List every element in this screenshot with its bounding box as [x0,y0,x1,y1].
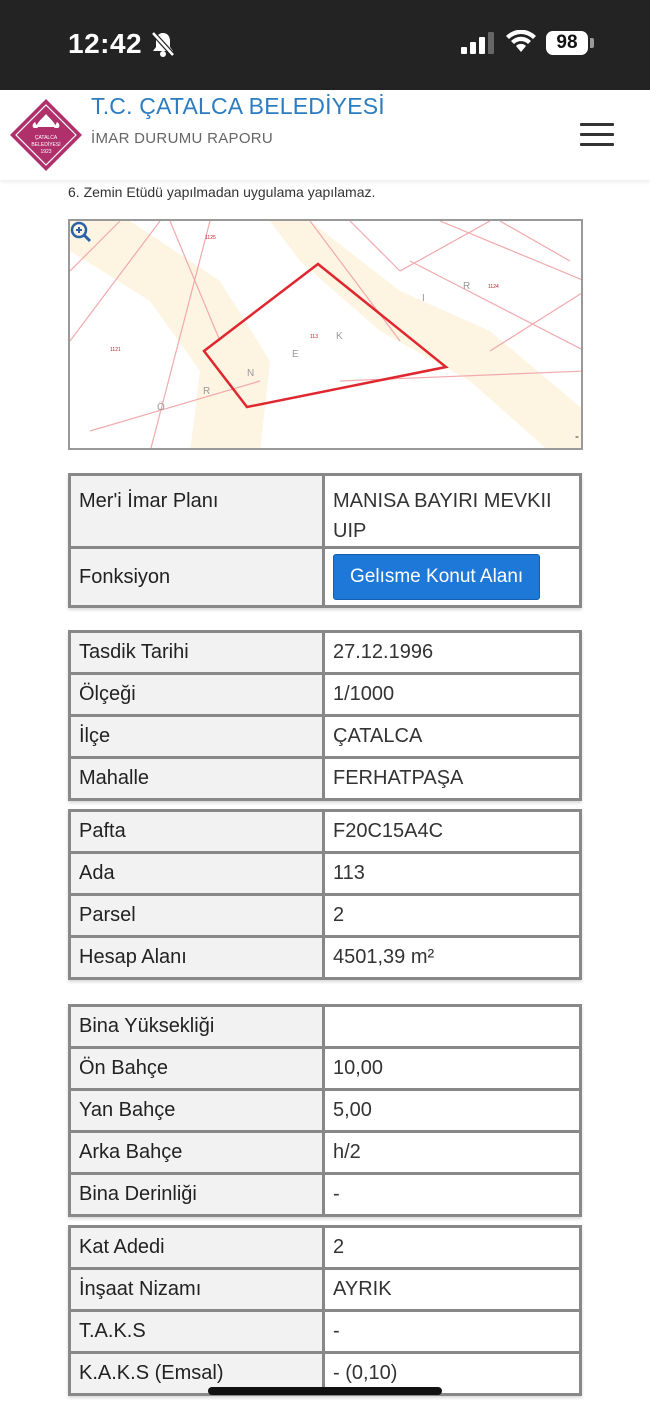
row-value: - [325,1175,579,1214]
row-value: 10,00 [325,1049,579,1088]
row-value: 27.12.1996 [325,633,579,672]
row-value [325,1007,579,1046]
row-label: Yan Bahçe [71,1091,322,1130]
row-label: T.A.K.S [71,1312,322,1351]
svg-text:E: E [292,349,299,360]
row-label: Hesap Alanı [71,938,322,977]
building-table [68,1004,582,1217]
svg-text:BELEDİYESİ: BELEDİYESİ [31,142,61,148]
map-drawing [70,221,583,450]
row-value: 113 [325,854,579,893]
row-label: Parsel [71,896,322,935]
table-row [71,759,579,798]
table-row [71,1007,579,1046]
note-text: 6. Zemin Etüdü yapılmadan uygulama yapılamaz. [68,184,376,200]
row-value: FERHATPAŞA [325,759,579,798]
approval-table [68,630,582,801]
table-row [71,812,579,851]
row-value: - (0,10) [325,1354,579,1393]
row-label: Arka Bahçe [71,1133,322,1172]
row-value: 4501,39 m² [325,938,579,977]
row-value: AYRIK [325,1270,579,1309]
function-button[interactable]: Gelısme Konut Alanı [333,554,540,600]
row-value: 2 [325,896,579,935]
row-label: Mer'i İmar Planı [71,476,322,546]
battery-icon: 98 [546,31,588,55]
table-row [71,938,579,977]
table-row [71,549,579,605]
row-value: h/2 [325,1133,579,1172]
table-row [71,717,579,756]
row-value [325,549,579,605]
status-bar [0,0,650,90]
table-row [71,675,579,714]
row-label: İnşaat Nizamı [71,1270,322,1309]
row-value: 2 [325,1228,579,1267]
row-label: Ölçeği [71,675,322,714]
table-row [71,896,579,935]
table-row [71,1133,579,1172]
header-title: T.C. ÇATALCA BELEDİYESİ [91,93,385,119]
status-time: 12:42 [68,28,143,59]
parcel-table [68,809,582,980]
row-label: Bina Yüksekliği [71,1007,322,1046]
home-indicator[interactable] [208,1387,442,1395]
svg-text:K: K [336,331,343,342]
row-value: MANISA BAYIRI MEVKII UIP [325,476,579,546]
table-row [71,1270,579,1309]
zoom-icon[interactable] [70,221,92,243]
table-row [71,854,579,893]
app-header [0,90,650,180]
svg-text:ÇATALCA: ÇATALCA [34,135,58,141]
row-value: 5,00 [325,1091,579,1130]
parcel-map[interactable] [68,219,583,450]
row-label: İlçe [71,717,322,756]
table-row [71,476,579,546]
plan-table [68,473,582,608]
svg-text:1124: 1124 [488,284,499,290]
svg-text:R: R [463,281,471,292]
row-value: 1/1000 [325,675,579,714]
row-label: Kat Adedi [71,1228,322,1267]
municipality-logo [8,97,84,173]
row-label: Pafta [71,812,322,851]
row-value: - [325,1312,579,1351]
bell-off-icon [150,30,176,58]
row-label: Ada [71,854,322,893]
row-label: Tasdik Tarihi [71,633,322,672]
row-label: Fonksiyon [71,549,322,605]
table-row [71,633,579,672]
menu-icon[interactable] [580,123,614,147]
svg-text:1121: 1121 [110,347,121,353]
table-row [71,1175,579,1214]
row-label: Ön Bahçe [71,1049,322,1088]
row-value: ÇATALCA [325,717,579,756]
svg-text:113: 113 [310,334,318,340]
construction-table [68,1225,582,1396]
row-label: K.A.K.S (Emsal) [71,1354,322,1393]
table-row [71,1228,579,1267]
svg-text:I: I [422,293,425,304]
svg-text:N: N [247,368,255,379]
signal-icon [461,32,495,54]
battery-tip [590,38,594,48]
wifi-icon [505,30,537,54]
table-row [71,1091,579,1130]
row-label: Bina Derinliği [71,1175,322,1214]
table-row [71,1049,579,1088]
header-subtitle: İMAR DURUMU RAPORU [91,130,274,147]
svg-text:Ö: Ö [157,402,165,413]
svg-text:1923: 1923 [40,149,52,155]
row-value: F20C15A4C [325,812,579,851]
table-row [71,1312,579,1351]
svg-text:1125: 1125 [205,235,216,241]
svg-text:R: R [203,386,211,397]
map-marker: - [575,429,579,443]
row-label: Mahalle [71,759,322,798]
